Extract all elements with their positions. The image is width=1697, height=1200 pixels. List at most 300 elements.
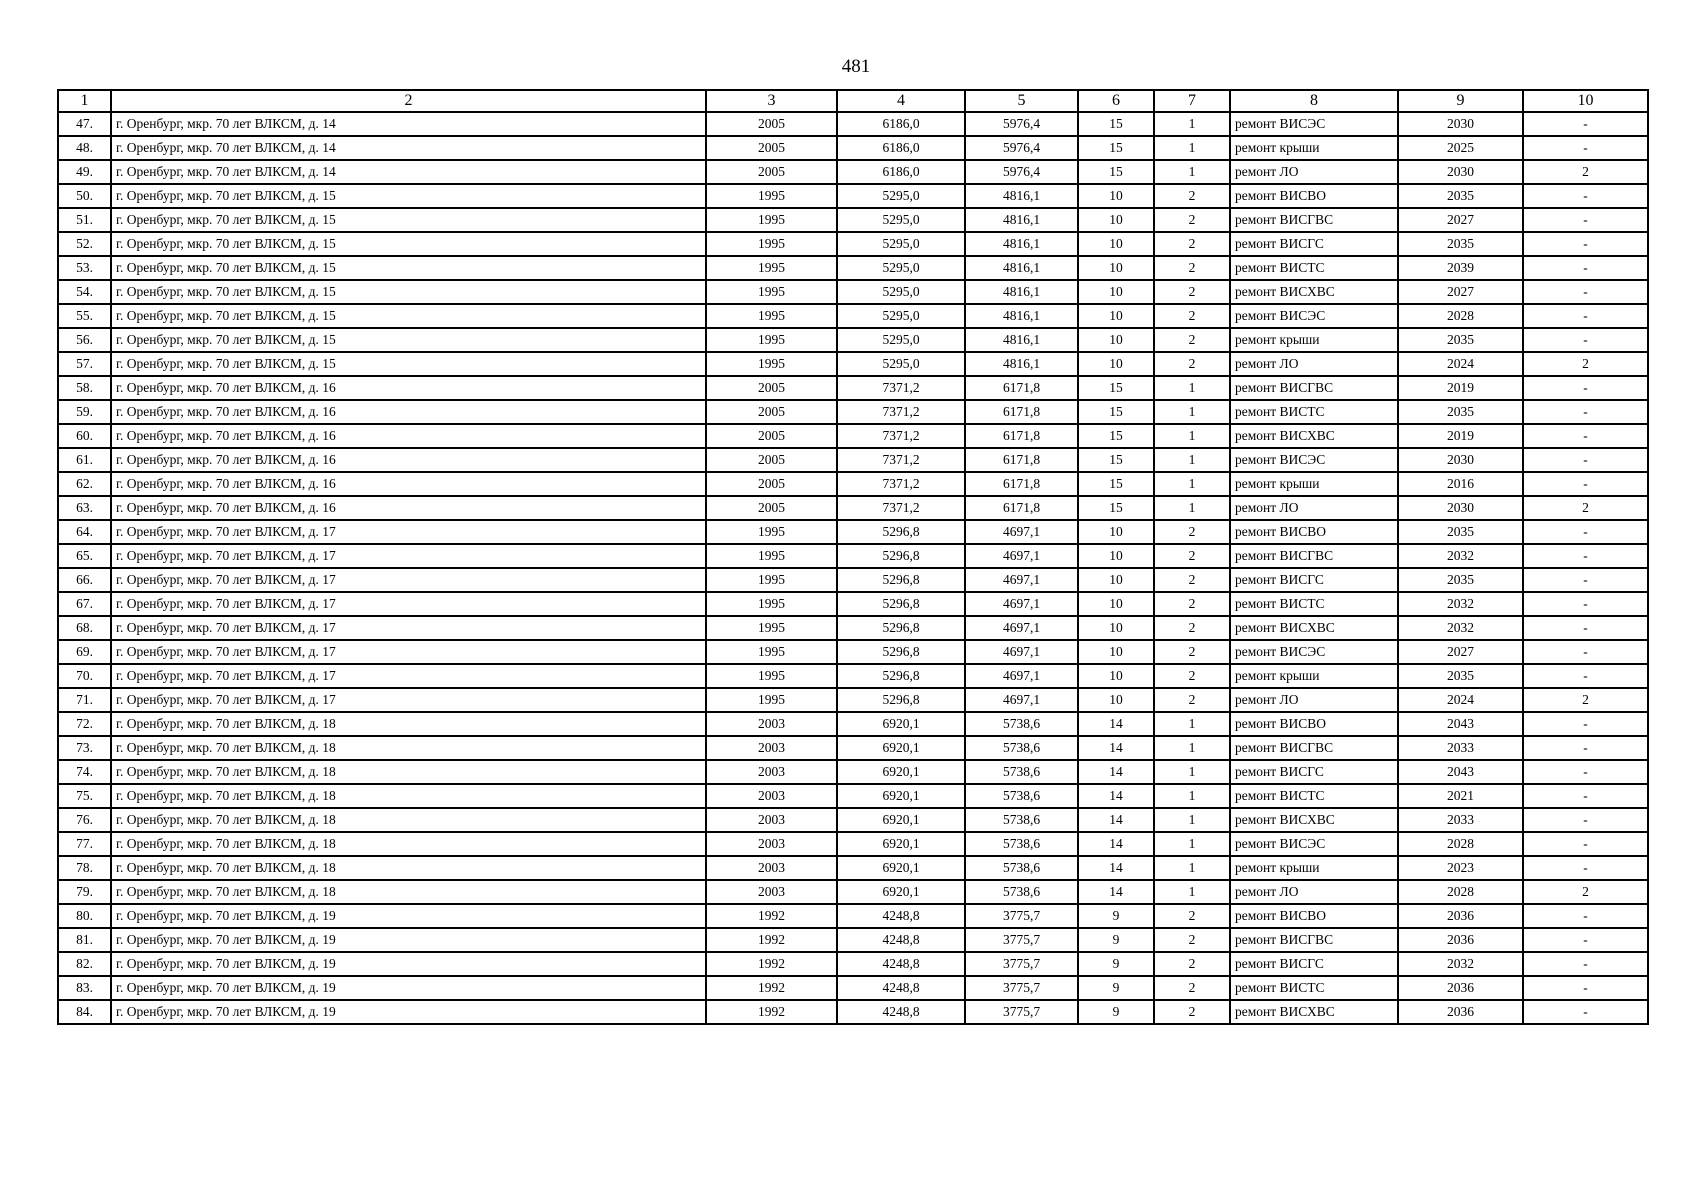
entrances-cell: 2 [1154, 184, 1230, 208]
column-10-cell: - [1523, 568, 1648, 592]
row-number-cell: 61. [58, 448, 111, 472]
entrances-cell: 2 [1154, 352, 1230, 376]
entrances-cell: 2 [1154, 904, 1230, 928]
floors-cell: 10 [1078, 688, 1154, 712]
column-10-cell: - [1523, 616, 1648, 640]
year-built-cell: 1995 [706, 304, 837, 328]
living-area-cell: 5738,6 [965, 808, 1078, 832]
entrances-cell: 1 [1154, 712, 1230, 736]
row-number-cell: 81. [58, 928, 111, 952]
year-built-cell: 1995 [706, 664, 837, 688]
row-number-cell: 67. [58, 592, 111, 616]
planned-year-cell: 2024 [1398, 352, 1523, 376]
column-header-1: 1 [58, 90, 111, 112]
table-row [58, 304, 1648, 328]
planned-year-cell: 2024 [1398, 688, 1523, 712]
row-number-cell: 58. [58, 376, 111, 400]
living-area-cell: 5738,6 [965, 736, 1078, 760]
column-10-cell: - [1523, 112, 1648, 136]
column-10-cell: - [1523, 736, 1648, 760]
table-header [58, 90, 1648, 112]
floors-cell: 9 [1078, 1000, 1154, 1024]
year-built-cell: 1995 [706, 256, 837, 280]
entrances-cell: 1 [1154, 880, 1230, 904]
table-row [58, 616, 1648, 640]
floors-cell: 10 [1078, 280, 1154, 304]
year-built-cell: 1995 [706, 328, 837, 352]
living-area-cell: 4816,1 [965, 352, 1078, 376]
row-number-cell: 60. [58, 424, 111, 448]
living-area-cell: 4816,1 [965, 184, 1078, 208]
year-built-cell: 1995 [706, 640, 837, 664]
floors-cell: 15 [1078, 472, 1154, 496]
floors-cell: 15 [1078, 424, 1154, 448]
column-10-cell: - [1523, 712, 1648, 736]
floors-cell: 15 [1078, 376, 1154, 400]
address-cell: г. Оренбург, мкр. 70 лет ВЛКСМ, д. 17 [111, 568, 706, 592]
row-number-cell: 74. [58, 760, 111, 784]
column-10-cell: - [1523, 904, 1648, 928]
entrances-cell: 1 [1154, 832, 1230, 856]
table-body [58, 112, 1648, 1024]
floors-cell: 9 [1078, 976, 1154, 1000]
column-10-cell: - [1523, 520, 1648, 544]
living-area-cell: 4697,1 [965, 544, 1078, 568]
work-type-cell: ремонт ВИСВО [1230, 712, 1398, 736]
table-row [58, 280, 1648, 304]
work-type-cell: ремонт ВИСГВС [1230, 928, 1398, 952]
planned-year-cell: 2043 [1398, 712, 1523, 736]
total-area-cell: 4248,8 [837, 928, 965, 952]
table-row [58, 328, 1648, 352]
work-type-cell: ремонт ВИСЭС [1230, 640, 1398, 664]
year-built-cell: 2003 [706, 736, 837, 760]
column-10-cell: - [1523, 184, 1648, 208]
year-built-cell: 2005 [706, 424, 837, 448]
column-10-cell: - [1523, 328, 1648, 352]
work-type-cell: ремонт ЛО [1230, 352, 1398, 376]
row-number-cell: 56. [58, 328, 111, 352]
row-number-cell: 79. [58, 880, 111, 904]
planned-year-cell: 2035 [1398, 520, 1523, 544]
column-10-cell: 2 [1523, 160, 1648, 184]
row-number-cell: 73. [58, 736, 111, 760]
total-area-cell: 4248,8 [837, 976, 965, 1000]
row-number-cell: 78. [58, 856, 111, 880]
living-area-cell: 4697,1 [965, 520, 1078, 544]
work-type-cell: ремонт крыши [1230, 664, 1398, 688]
living-area-cell: 5976,4 [965, 112, 1078, 136]
entrances-cell: 2 [1154, 1000, 1230, 1024]
year-built-cell: 2003 [706, 784, 837, 808]
entrances-cell: 2 [1154, 280, 1230, 304]
entrances-cell: 2 [1154, 976, 1230, 1000]
floors-cell: 9 [1078, 928, 1154, 952]
living-area-cell: 4816,1 [965, 208, 1078, 232]
table-row [58, 136, 1648, 160]
work-type-cell: ремонт ЛО [1230, 880, 1398, 904]
entrances-cell: 2 [1154, 928, 1230, 952]
address-cell: г. Оренбург, мкр. 70 лет ВЛКСМ, д. 15 [111, 280, 706, 304]
living-area-cell: 6171,8 [965, 448, 1078, 472]
total-area-cell: 4248,8 [837, 904, 965, 928]
entrances-cell: 2 [1154, 592, 1230, 616]
floors-cell: 14 [1078, 712, 1154, 736]
entrances-cell: 2 [1154, 544, 1230, 568]
year-built-cell: 1995 [706, 208, 837, 232]
year-built-cell: 2003 [706, 760, 837, 784]
column-10-cell: - [1523, 832, 1648, 856]
floors-cell: 15 [1078, 400, 1154, 424]
work-type-cell: ремонт ВИСВО [1230, 184, 1398, 208]
page-number: 481 [841, 56, 871, 77]
planned-year-cell: 2027 [1398, 640, 1523, 664]
planned-year-cell: 2036 [1398, 976, 1523, 1000]
row-number-cell: 49. [58, 160, 111, 184]
entrances-cell: 2 [1154, 232, 1230, 256]
row-number-cell: 48. [58, 136, 111, 160]
living-area-cell: 4697,1 [965, 616, 1078, 640]
table-row [58, 496, 1648, 520]
row-number-cell: 63. [58, 496, 111, 520]
floors-cell: 10 [1078, 256, 1154, 280]
entrances-cell: 2 [1154, 952, 1230, 976]
table-row [58, 160, 1648, 184]
entrances-cell: 2 [1154, 208, 1230, 232]
address-cell: г. Оренбург, мкр. 70 лет ВЛКСМ, д. 14 [111, 112, 706, 136]
column-10-cell: - [1523, 256, 1648, 280]
year-built-cell: 2005 [706, 496, 837, 520]
floors-cell: 10 [1078, 640, 1154, 664]
entrances-cell: 1 [1154, 424, 1230, 448]
address-cell: г. Оренбург, мкр. 70 лет ВЛКСМ, д. 16 [111, 448, 706, 472]
living-area-cell: 3775,7 [965, 952, 1078, 976]
column-header-5: 5 [965, 90, 1078, 112]
column-10-cell: 2 [1523, 688, 1648, 712]
work-type-cell: ремонт ВИСЭС [1230, 448, 1398, 472]
table-row [58, 952, 1648, 976]
column-10-cell: - [1523, 808, 1648, 832]
work-type-cell: ремонт ВИСТС [1230, 784, 1398, 808]
total-area-cell: 6920,1 [837, 760, 965, 784]
floors-cell: 10 [1078, 520, 1154, 544]
total-area-cell: 5296,8 [837, 640, 965, 664]
column-header-6: 6 [1078, 90, 1154, 112]
address-cell: г. Оренбург, мкр. 70 лет ВЛКСМ, д. 17 [111, 520, 706, 544]
table-row [58, 856, 1648, 880]
address-cell: г. Оренбург, мкр. 70 лет ВЛКСМ, д. 17 [111, 544, 706, 568]
row-number-cell: 82. [58, 952, 111, 976]
column-10-cell: - [1523, 592, 1648, 616]
table-row [58, 208, 1648, 232]
address-cell: г. Оренбург, мкр. 70 лет ВЛКСМ, д. 14 [111, 136, 706, 160]
total-area-cell: 6920,1 [837, 808, 965, 832]
entrances-cell: 2 [1154, 328, 1230, 352]
work-type-cell: ремонт ВИСГС [1230, 952, 1398, 976]
work-type-cell: ремонт крыши [1230, 136, 1398, 160]
floors-cell: 10 [1078, 616, 1154, 640]
row-number-cell: 70. [58, 664, 111, 688]
column-10-cell: 2 [1523, 496, 1648, 520]
table-row [58, 472, 1648, 496]
entrances-cell: 1 [1154, 136, 1230, 160]
total-area-cell: 5295,0 [837, 328, 965, 352]
floors-cell: 10 [1078, 568, 1154, 592]
planned-year-cell: 2036 [1398, 904, 1523, 928]
column-10-cell: - [1523, 304, 1648, 328]
work-type-cell: ремонт крыши [1230, 856, 1398, 880]
address-cell: г. Оренбург, мкр. 70 лет ВЛКСМ, д. 19 [111, 928, 706, 952]
planned-year-cell: 2035 [1398, 184, 1523, 208]
planned-year-cell: 2030 [1398, 448, 1523, 472]
total-area-cell: 5296,8 [837, 664, 965, 688]
total-area-cell: 5296,8 [837, 544, 965, 568]
year-built-cell: 2005 [706, 400, 837, 424]
total-area-cell: 6920,1 [837, 856, 965, 880]
address-cell: г. Оренбург, мкр. 70 лет ВЛКСМ, д. 17 [111, 640, 706, 664]
entrances-cell: 1 [1154, 160, 1230, 184]
table-row [58, 784, 1648, 808]
work-type-cell: ремонт ВИСТС [1230, 400, 1398, 424]
table-row [58, 592, 1648, 616]
year-built-cell: 1992 [706, 1000, 837, 1024]
work-type-cell: ремонт крыши [1230, 472, 1398, 496]
row-number-cell: 80. [58, 904, 111, 928]
address-cell: г. Оренбург, мкр. 70 лет ВЛКСМ, д. 17 [111, 592, 706, 616]
work-type-cell: ремонт ВИСХВС [1230, 280, 1398, 304]
total-area-cell: 7371,2 [837, 424, 965, 448]
row-number-cell: 55. [58, 304, 111, 328]
planned-year-cell: 2032 [1398, 616, 1523, 640]
living-area-cell: 5738,6 [965, 712, 1078, 736]
living-area-cell: 4816,1 [965, 280, 1078, 304]
total-area-cell: 7371,2 [837, 448, 965, 472]
work-type-cell: ремонт ВИСТС [1230, 256, 1398, 280]
year-built-cell: 1992 [706, 976, 837, 1000]
total-area-cell: 5296,8 [837, 592, 965, 616]
year-built-cell: 2005 [706, 160, 837, 184]
row-number-cell: 75. [58, 784, 111, 808]
row-number-cell: 71. [58, 688, 111, 712]
work-type-cell: ремонт ЛО [1230, 160, 1398, 184]
entrances-cell: 2 [1154, 304, 1230, 328]
row-number-cell: 65. [58, 544, 111, 568]
planned-year-cell: 2019 [1398, 376, 1523, 400]
column-header-9: 9 [1398, 90, 1523, 112]
year-built-cell: 1995 [706, 568, 837, 592]
total-area-cell: 4248,8 [837, 952, 965, 976]
row-number-cell: 50. [58, 184, 111, 208]
living-area-cell: 4697,1 [965, 664, 1078, 688]
column-10-cell: 2 [1523, 352, 1648, 376]
work-type-cell: ремонт ВИСГВС [1230, 208, 1398, 232]
table-row [58, 448, 1648, 472]
column-10-cell: - [1523, 928, 1648, 952]
row-number-cell: 53. [58, 256, 111, 280]
year-built-cell: 2003 [706, 808, 837, 832]
row-number-cell: 54. [58, 280, 111, 304]
row-number-cell: 52. [58, 232, 111, 256]
address-cell: г. Оренбург, мкр. 70 лет ВЛКСМ, д. 15 [111, 256, 706, 280]
work-type-cell: ремонт ВИСТС [1230, 592, 1398, 616]
table-row [58, 256, 1648, 280]
row-number-cell: 83. [58, 976, 111, 1000]
address-cell: г. Оренбург, мкр. 70 лет ВЛКСМ, д. 19 [111, 976, 706, 1000]
planned-year-cell: 2032 [1398, 952, 1523, 976]
year-built-cell: 2005 [706, 376, 837, 400]
entrances-cell: 2 [1154, 616, 1230, 640]
planned-year-cell: 2023 [1398, 856, 1523, 880]
living-area-cell: 6171,8 [965, 472, 1078, 496]
address-cell: г. Оренбург, мкр. 70 лет ВЛКСМ, д. 15 [111, 232, 706, 256]
entrances-cell: 2 [1154, 520, 1230, 544]
address-cell: г. Оренбург, мкр. 70 лет ВЛКСМ, д. 17 [111, 688, 706, 712]
entrances-cell: 2 [1154, 256, 1230, 280]
entrances-cell: 1 [1154, 736, 1230, 760]
table-row [58, 976, 1648, 1000]
column-10-cell: - [1523, 376, 1648, 400]
year-built-cell: 2003 [706, 856, 837, 880]
year-built-cell: 2005 [706, 112, 837, 136]
living-area-cell: 6171,8 [965, 424, 1078, 448]
year-built-cell: 1992 [706, 928, 837, 952]
entrances-cell: 1 [1154, 856, 1230, 880]
column-10-cell: - [1523, 760, 1648, 784]
column-10-cell: 2 [1523, 880, 1648, 904]
entrances-cell: 1 [1154, 760, 1230, 784]
living-area-cell: 4697,1 [965, 688, 1078, 712]
address-cell: г. Оренбург, мкр. 70 лет ВЛКСМ, д. 18 [111, 760, 706, 784]
planned-year-cell: 2030 [1398, 112, 1523, 136]
planned-year-cell: 2028 [1398, 304, 1523, 328]
floors-cell: 15 [1078, 448, 1154, 472]
entrances-cell: 1 [1154, 448, 1230, 472]
work-type-cell: ремонт ВИСГВС [1230, 376, 1398, 400]
column-10-cell: - [1523, 208, 1648, 232]
address-cell: г. Оренбург, мкр. 70 лет ВЛКСМ, д. 19 [111, 904, 706, 928]
entrances-cell: 1 [1154, 496, 1230, 520]
living-area-cell: 4697,1 [965, 640, 1078, 664]
entrances-cell: 1 [1154, 376, 1230, 400]
planned-year-cell: 2032 [1398, 592, 1523, 616]
total-area-cell: 5296,8 [837, 520, 965, 544]
column-10-cell: - [1523, 784, 1648, 808]
planned-year-cell: 2025 [1398, 136, 1523, 160]
floors-cell: 15 [1078, 160, 1154, 184]
year-built-cell: 1995 [706, 232, 837, 256]
table-row [58, 376, 1648, 400]
table-row [58, 568, 1648, 592]
total-area-cell: 6186,0 [837, 112, 965, 136]
table-row [58, 664, 1648, 688]
work-type-cell: ремонт ЛО [1230, 496, 1398, 520]
row-number-cell: 57. [58, 352, 111, 376]
column-10-cell: - [1523, 664, 1648, 688]
column-10-cell: - [1523, 424, 1648, 448]
total-area-cell: 5295,0 [837, 256, 965, 280]
column-10-cell: - [1523, 856, 1648, 880]
total-area-cell: 5296,8 [837, 568, 965, 592]
year-built-cell: 1995 [706, 352, 837, 376]
work-type-cell: ремонт ВИСВО [1230, 904, 1398, 928]
row-number-cell: 64. [58, 520, 111, 544]
floors-cell: 10 [1078, 208, 1154, 232]
entrances-cell: 2 [1154, 688, 1230, 712]
living-area-cell: 3775,7 [965, 904, 1078, 928]
living-area-cell: 6171,8 [965, 496, 1078, 520]
year-built-cell: 1995 [706, 184, 837, 208]
address-cell: г. Оренбург, мкр. 70 лет ВЛКСМ, д. 15 [111, 304, 706, 328]
table-row [58, 736, 1648, 760]
planned-year-cell: 2035 [1398, 664, 1523, 688]
entrances-cell: 2 [1154, 640, 1230, 664]
row-number-cell: 68. [58, 616, 111, 640]
column-header-8: 8 [1230, 90, 1398, 112]
address-cell: г. Оренбург, мкр. 70 лет ВЛКСМ, д. 16 [111, 496, 706, 520]
work-type-cell: ремонт ЛО [1230, 688, 1398, 712]
row-number-cell: 69. [58, 640, 111, 664]
address-cell: г. Оренбург, мкр. 70 лет ВЛКСМ, д. 17 [111, 616, 706, 640]
work-type-cell: ремонт ВИСГС [1230, 568, 1398, 592]
floors-cell: 10 [1078, 328, 1154, 352]
row-number-cell: 84. [58, 1000, 111, 1024]
row-number-cell: 62. [58, 472, 111, 496]
work-type-cell: ремонт крыши [1230, 328, 1398, 352]
living-area-cell: 3775,7 [965, 1000, 1078, 1024]
column-10-cell: - [1523, 232, 1648, 256]
row-number-cell: 77. [58, 832, 111, 856]
column-header-10: 10 [1523, 90, 1648, 112]
planned-year-cell: 2035 [1398, 568, 1523, 592]
address-cell: г. Оренбург, мкр. 70 лет ВЛКСМ, д. 17 [111, 664, 706, 688]
planned-year-cell: 2027 [1398, 208, 1523, 232]
row-number-cell: 76. [58, 808, 111, 832]
planned-year-cell: 2027 [1398, 280, 1523, 304]
floors-cell: 10 [1078, 352, 1154, 376]
table-row [58, 520, 1648, 544]
living-area-cell: 3775,7 [965, 928, 1078, 952]
column-header-7: 7 [1154, 90, 1230, 112]
total-area-cell: 7371,2 [837, 400, 965, 424]
address-cell: г. Оренбург, мкр. 70 лет ВЛКСМ, д. 15 [111, 328, 706, 352]
address-cell: г. Оренбург, мкр. 70 лет ВЛКСМ, д. 18 [111, 712, 706, 736]
floors-cell: 15 [1078, 136, 1154, 160]
living-area-cell: 4697,1 [965, 592, 1078, 616]
living-area-cell: 6171,8 [965, 376, 1078, 400]
total-area-cell: 5295,0 [837, 208, 965, 232]
living-area-cell: 5738,6 [965, 760, 1078, 784]
total-area-cell: 6920,1 [837, 712, 965, 736]
planned-year-cell: 2021 [1398, 784, 1523, 808]
data-table [57, 89, 1649, 1025]
row-number-cell: 72. [58, 712, 111, 736]
work-type-cell: ремонт ВИСХВС [1230, 424, 1398, 448]
floors-cell: 9 [1078, 904, 1154, 928]
total-area-cell: 5295,0 [837, 352, 965, 376]
entrances-cell: 1 [1154, 400, 1230, 424]
header-row [58, 90, 1648, 112]
living-area-cell: 6171,8 [965, 400, 1078, 424]
work-type-cell: ремонт ВИСЭС [1230, 304, 1398, 328]
floors-cell: 10 [1078, 544, 1154, 568]
floors-cell: 14 [1078, 808, 1154, 832]
planned-year-cell: 2028 [1398, 880, 1523, 904]
living-area-cell: 4816,1 [965, 256, 1078, 280]
address-cell: г. Оренбург, мкр. 70 лет ВЛКСМ, д. 15 [111, 184, 706, 208]
entrances-cell: 1 [1154, 112, 1230, 136]
planned-year-cell: 2036 [1398, 928, 1523, 952]
living-area-cell: 4816,1 [965, 304, 1078, 328]
